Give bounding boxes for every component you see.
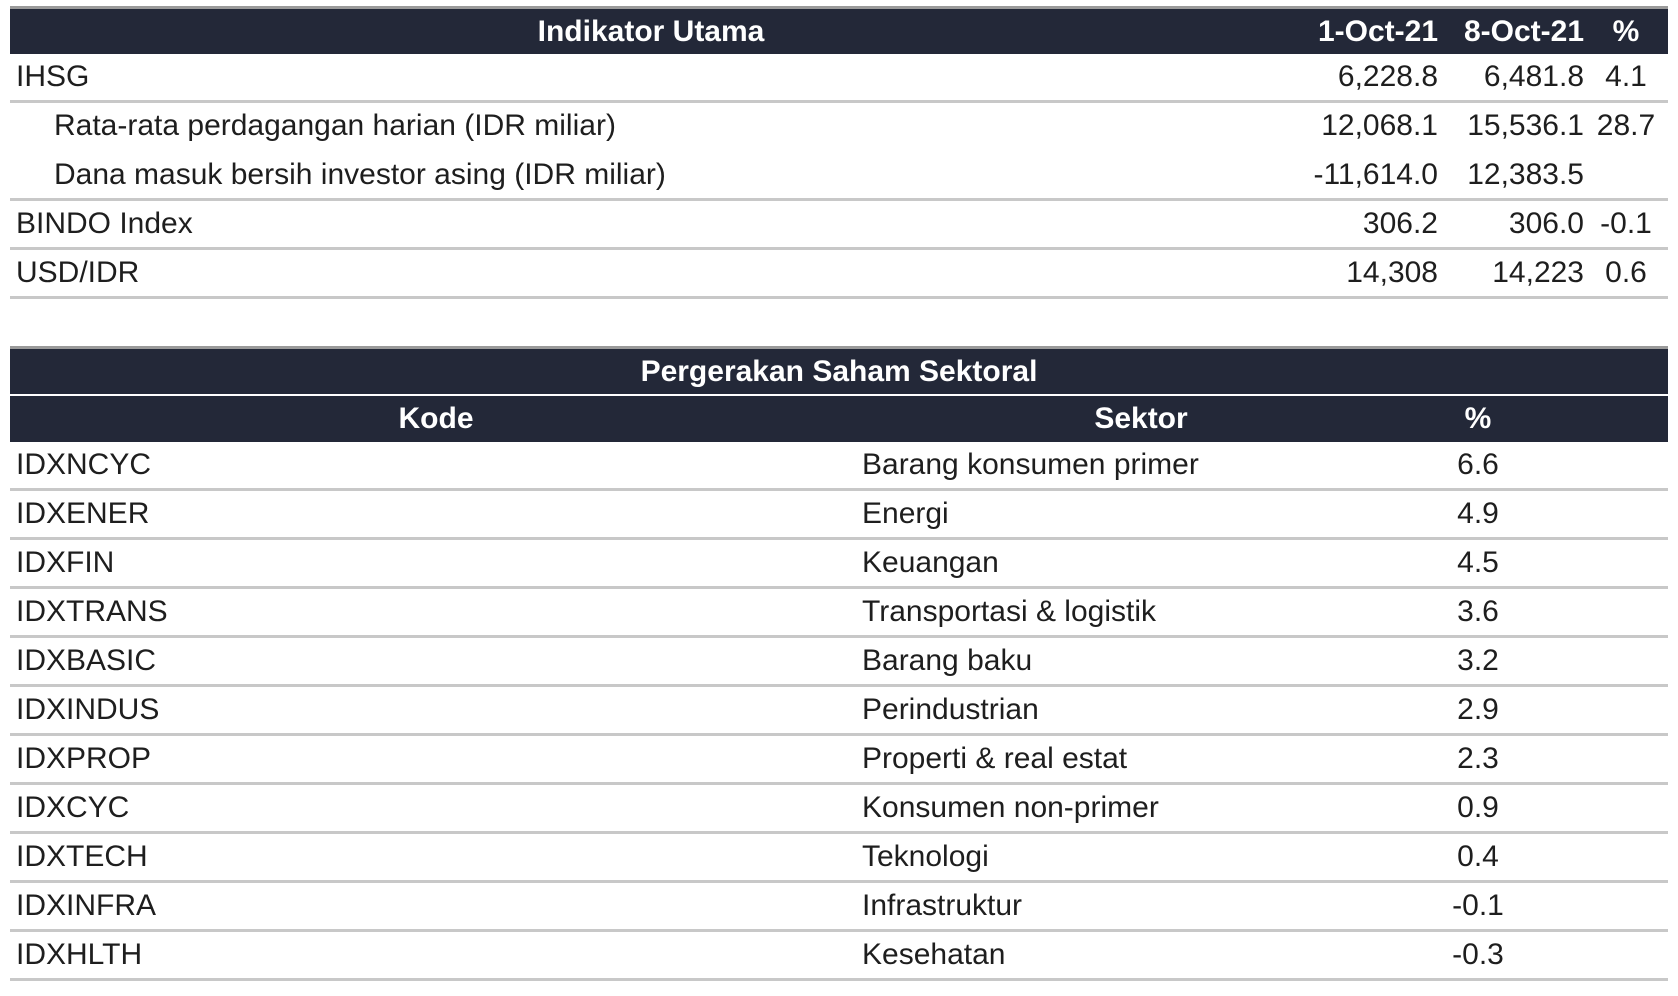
col-pct-header: % (1612, 14, 1640, 48)
sektor-pct: 3.2 (1457, 644, 1499, 677)
sektor-nama: Energi (862, 497, 949, 530)
indikator-value-date1: 14,308 (1346, 256, 1438, 289)
indikator-label: Rata-rata perdagangan harian (IDR miliar) (54, 109, 616, 142)
sektor-row (10, 736, 1668, 785)
sektor-kode: IDXCYC (16, 791, 130, 824)
indikator-row (10, 103, 1668, 152)
sektor-nama: Keuangan (862, 546, 999, 579)
sektor-kode: IDXENER (16, 497, 150, 530)
sektor-pct: 4.5 (1457, 546, 1499, 579)
sektoral-column-header-row (10, 394, 1668, 442)
indikator-label: USD/IDR (16, 256, 140, 289)
sektor-nama: Barang konsumen primer (862, 448, 1199, 481)
indikator-value-date2: 306.0 (1508, 207, 1584, 240)
sektor-nama: Konsumen non-primer (862, 791, 1159, 824)
indikator-row (10, 201, 1668, 250)
indikator-row (10, 250, 1668, 299)
sektor-pct: 0.9 (1457, 791, 1499, 824)
indikator-label: IHSG (16, 60, 90, 93)
indikator-value-date1: -11,614.0 (1313, 158, 1438, 191)
indikator-row (10, 54, 1668, 103)
sektoral-title-row (10, 346, 1668, 394)
sektoral-table (10, 346, 1668, 981)
sektor-kode: IDXNCYC (16, 448, 152, 481)
sektor-nama: Infrastruktur (862, 889, 1023, 922)
indikator-utama-table (10, 6, 1668, 299)
sektor-nama: Teknologi (862, 840, 989, 873)
indikator-label: BINDO Index (16, 207, 193, 240)
sektor-row (10, 687, 1668, 736)
sektor-row (10, 638, 1668, 687)
sektor-pct: 3.6 (1457, 595, 1499, 628)
indikator-label: Dana masuk bersih investor asing (IDR miliar) (54, 158, 666, 191)
sektor-kode: IDXINFRA (16, 889, 157, 922)
indikator-value-pct: 4.1 (1605, 60, 1647, 93)
sektor-nama: Barang baku (862, 644, 1033, 677)
sektor-row (10, 442, 1668, 491)
col-date-1-header: 1-Oct-21 (1317, 14, 1438, 48)
indikator-value-date1: 12,068.1 (1321, 109, 1438, 142)
sektor-nama: Perindustrian (862, 693, 1039, 726)
indikator-value-date1: 306.2 (1362, 207, 1438, 240)
sektor-pct: 6.6 (1457, 448, 1499, 481)
sektor-nama: Transportasi & logistik (862, 595, 1156, 628)
indikator-row (10, 152, 1668, 201)
indikator-value-date2: 12,383.5 (1467, 158, 1584, 191)
sektor-kode: IDXHLTH (16, 938, 143, 971)
sektor-pct: 2.9 (1457, 693, 1499, 726)
sektoral-title: Pergerakan Saham Sektoral (640, 354, 1038, 388)
sektor-pct: 4.9 (1457, 497, 1499, 530)
col-sektor-header: Sektor (1094, 402, 1188, 435)
indikator-value-pct: 28.7 (1596, 109, 1656, 142)
sektor-kode: IDXTRANS (16, 595, 168, 628)
sektor-kode: IDXBASIC (16, 644, 157, 677)
sektor-kode: IDXTECH (16, 840, 148, 873)
sektor-pct: 0.4 (1457, 840, 1499, 873)
sektor-pct: 2.3 (1457, 742, 1499, 775)
col-date-2-header: 8-Oct-21 (1463, 14, 1584, 48)
sektor-kode: IDXINDUS (16, 693, 160, 726)
sektor-row (10, 785, 1668, 834)
sektor-row (10, 834, 1668, 883)
sektor-row (10, 491, 1668, 540)
sektor-pct: -0.3 (1452, 938, 1504, 971)
sektor-pct: -0.1 (1452, 889, 1504, 922)
sektor-row (10, 932, 1668, 981)
sektor-kode: IDXPROP (16, 742, 152, 775)
col-pct-header: % (1464, 402, 1492, 435)
sektor-row (10, 589, 1668, 638)
indikator-value-date2: 14,223 (1492, 256, 1584, 289)
sektor-nama: Properti & real estat (862, 742, 1128, 775)
col-kode-header: Kode (398, 402, 474, 435)
indikator-value-pct: -0.1 (1600, 207, 1652, 240)
indikator-header-row (10, 6, 1668, 54)
sektor-row (10, 883, 1668, 932)
indikator-title: Indikator Utama (537, 14, 765, 48)
indikator-value-date2: 15,536.1 (1467, 109, 1584, 142)
sektor-kode: IDXFIN (16, 546, 115, 579)
indikator-value-pct: 0.6 (1605, 256, 1647, 289)
indikator-value-date2: 6,481.8 (1483, 60, 1584, 93)
sektor-row (10, 540, 1668, 589)
sektor-nama: Kesehatan (862, 938, 1006, 971)
indikator-value-date1: 6,228.8 (1337, 60, 1438, 93)
